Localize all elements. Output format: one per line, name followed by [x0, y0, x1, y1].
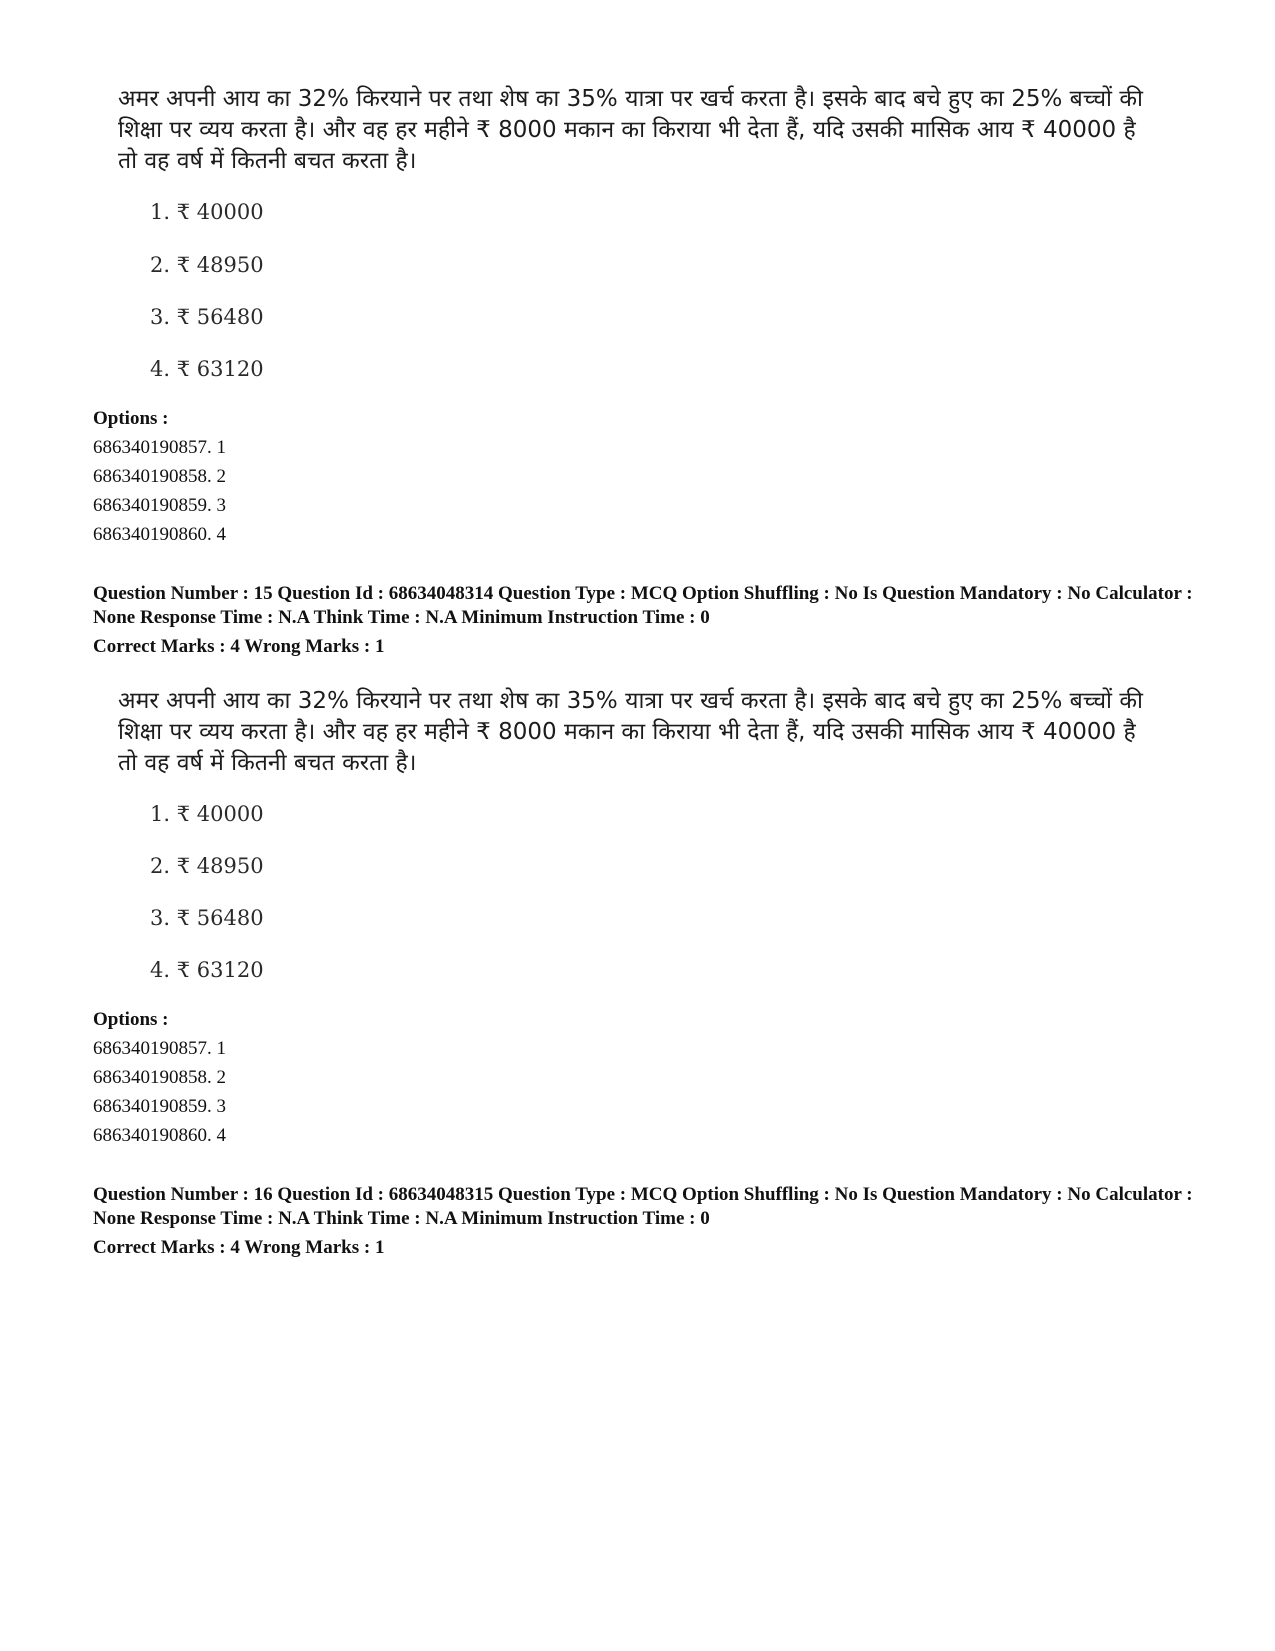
option-row: 686340190858. 2 [93, 466, 226, 487]
question-header [93, 1183, 1223, 1260]
choice-3: 3. ₹ 56480 [150, 305, 264, 329]
choice-4: 4. ₹ 63120 [150, 357, 264, 381]
option-row: 686340190857. 1 [93, 1038, 226, 1059]
options-list [93, 1005, 226, 1150]
choice-3: 3. ₹ 56480 [150, 906, 264, 930]
question-meta: Question Number : 16 Question Id : 68634048315 Question Type : MCQ Option Shuffling : No Is Question Mandatory : No Calculator : None Response Time : N.A Think Time : N.A Minimum Instruction Time : 0 [93, 1184, 1193, 1229]
choice-4: 4. ₹ 63120 [150, 958, 264, 982]
option-row: 686340190859. 3 [93, 495, 226, 516]
question-meta: Question Number : 15 Question Id : 68634048314 Question Type : MCQ Option Shuffling : No Is Question Mandatory : No Calculator : None Response Time : N.A Think Time : N.A Minimum Instruction Time : 0 [93, 583, 1193, 628]
question-text: अमर अपनी आय का 32% किरयाने पर तथा शेष का 35% यात्रा पर खर्च करता है। इसके बाद बचे हुए का 25% बच्चों की शिक्षा पर व्यय करता है। और वह हर महीने ₹ 8000 मकान का किराया भी देता हैं, यदि उसकी मासिक आय ₹ 40000 है तो वह वर्ष में कितनी बचत करता है। [118, 688, 1143, 776]
option-row: 686340190860. 4 [93, 524, 226, 545]
option-row: 686340190859. 3 [93, 1096, 226, 1117]
option-row: 686340190858. 2 [93, 1067, 226, 1088]
options-list [93, 404, 226, 549]
options-title: Options : [93, 408, 169, 429]
choice-2: 2. ₹ 48950 [150, 253, 264, 277]
options-title: Options : [93, 1009, 169, 1030]
question-marks: Correct Marks : 4 Wrong Marks : 1 [93, 636, 385, 657]
option-row: 686340190860. 4 [93, 1125, 226, 1146]
choice-2: 2. ₹ 48950 [150, 854, 264, 878]
question-marks: Correct Marks : 4 Wrong Marks : 1 [93, 1237, 385, 1258]
choice-1: 1. ₹ 40000 [150, 200, 264, 224]
question-text: अमर अपनी आय का 32% किरयाने पर तथा शेष का 35% यात्रा पर खर्च करता है। इसके बाद बचे हुए का 25% बच्चों की शिक्षा पर व्यय करता है। और वह हर महीने ₹ 8000 मकान का किराया भी देता हैं, यदि उसकी मासिक आय ₹ 40000 है तो वह वर्ष में कितनी बचत करता है। [118, 86, 1143, 174]
question-header [93, 582, 1223, 659]
choice-1: 1. ₹ 40000 [150, 802, 264, 826]
option-row: 686340190857. 1 [93, 437, 226, 458]
